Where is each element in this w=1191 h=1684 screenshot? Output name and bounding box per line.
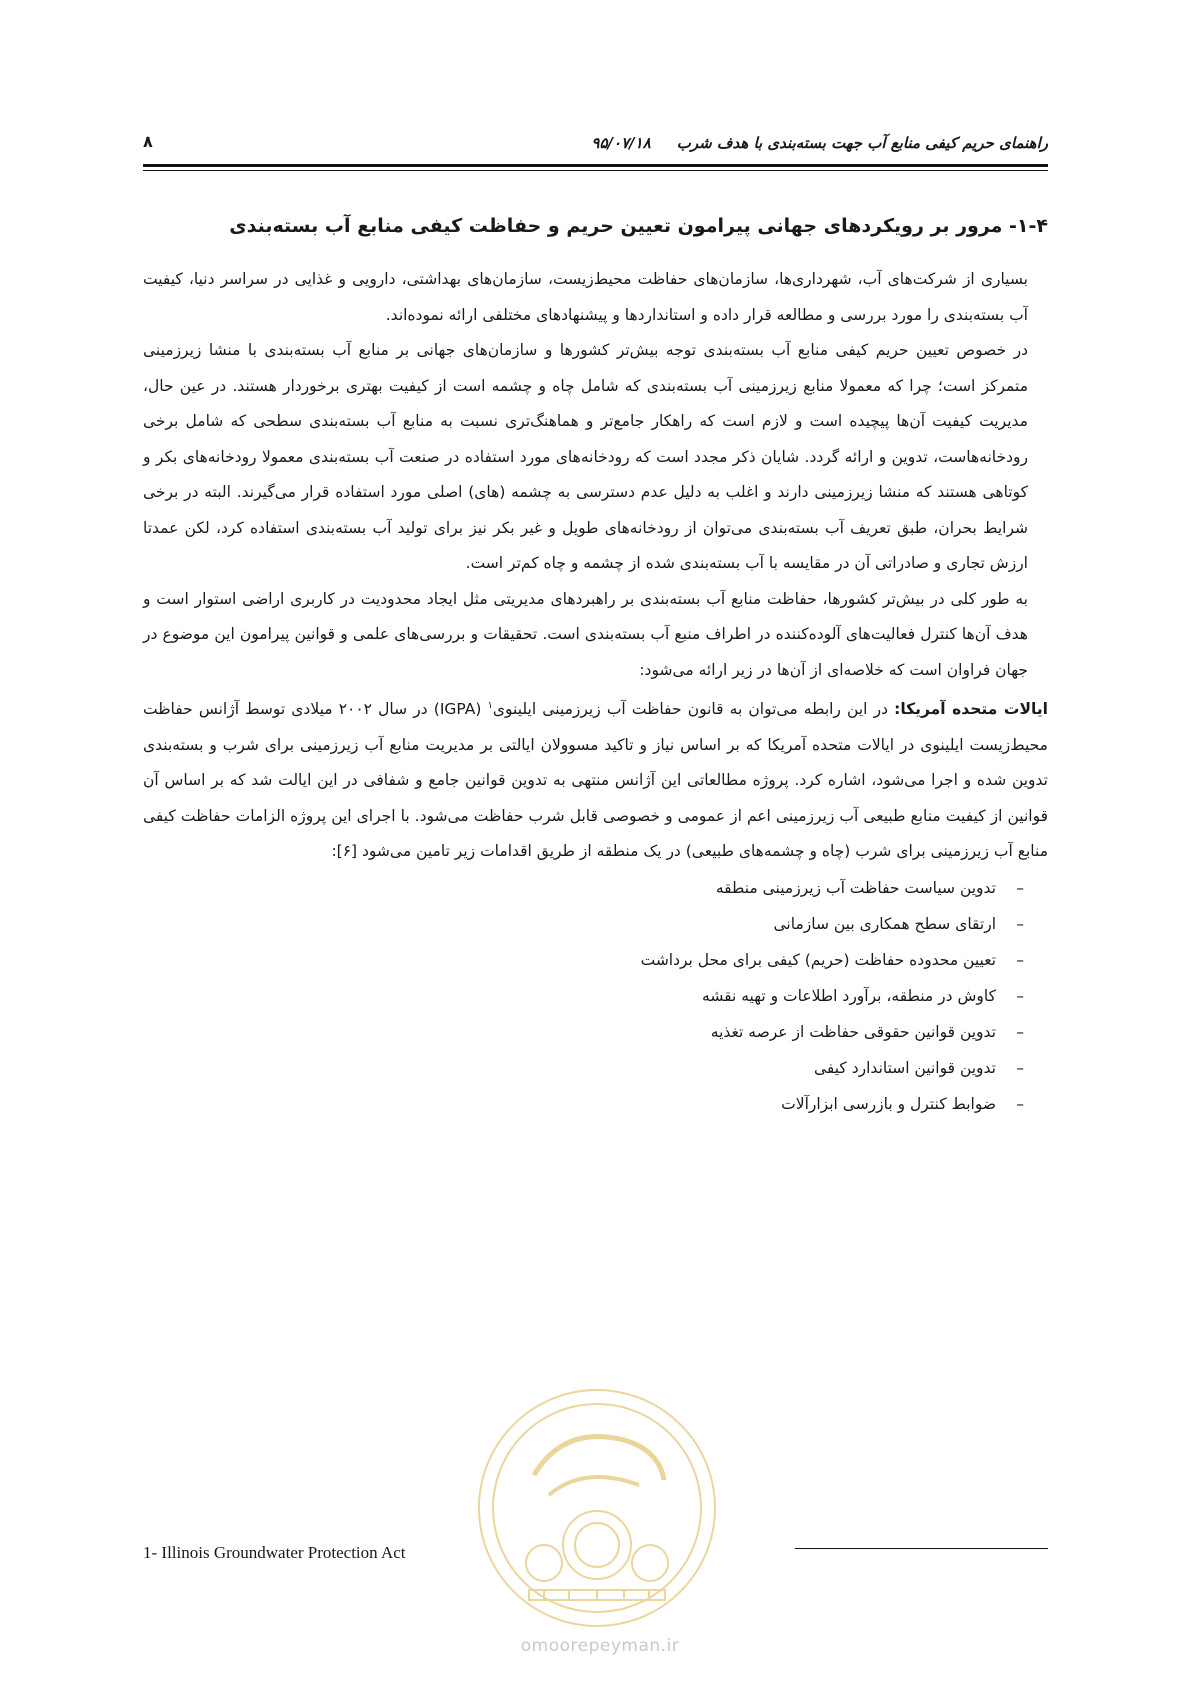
list-item-text: ارتقای سطح همکاری بین سازمانی	[773, 914, 996, 933]
list-item-text: تدوین قوانین استاندارد کیفی	[814, 1058, 996, 1077]
list-item	[143, 906, 1024, 942]
paragraph-3: به طور کلی در بیش‌تر کشورها، حفاظت منابع آب بسته‌بندی بر راهبردهای مدیریتی مثل ایجاد محدودیت در کاربری اراضی استوار است و هدف آن‌ها کنترل فعالیت‌های آلوده‌کننده در اطراف منبع آب بسته‌بندی است. تحقیقات و بررسی‌های علمی و قوانین پیرامون این موضوع در جهان فراوان است که خلاصه‌ای از آن‌ها در زیر ارائه می‌شود:	[143, 589, 1028, 679]
list-item-text: ضوابط کنترل و بازرسی ابزارآلات	[781, 1094, 996, 1113]
watermark-seal-icon	[474, 1385, 720, 1631]
list-item-text: تدوین قوانین حقوقی حفاظت از عرصه تغذیه	[710, 1022, 996, 1041]
bullet-dash: –	[1016, 1058, 1024, 1077]
paragraph-1: بسیاری از شرکت‌های آب، شهرداری‌ها، سازمان‌های حفاظت محیط‌زیست، سازمان‌های بهداشتی، دارویی و غذایی در سراسر دنیا، کیفیت آب بسته‌بندی را مورد بررسی و مطالعه قرار داده و استانداردها و پیشنهادهای مختلفی ارائه نموده‌اند.	[143, 270, 1028, 324]
bullet-dash: –	[1016, 878, 1024, 897]
watermark-site: omoorepeyman.ir	[520, 1636, 680, 1656]
list-item	[143, 1086, 1024, 1122]
running-header	[143, 128, 1048, 158]
bullet-dash: –	[1016, 950, 1024, 969]
header-title: راهنمای حریم کیفی منابع آب جهت بسته‌بندی با هدف شرب	[676, 134, 1048, 152]
paragraph-2: در خصوص تعیین حریم کیفی منابع آب بسته‌بندی توجه بیش‌تر کشورها و سازمان‌های جهانی بر منابع آب بسته‌بندی با منشا زیرزمینی متمرکز است؛ چرا که معمولا منابع زیرزمینی آب بسته‌بندی که شامل چاه و چشمه است از کیفیت بهتری برخوردار هستند. در عین حال، مدیریت کیفیت آن‌ها پیچیده است و لازم است که راهکار جامع‌تر و هماهنگ‌تری نسبت به منابع آب بسته‌بندی سطحی که شامل برخی رودخانه‌هاست، تدوین و ارائه گردد. شایان ذکر مجدد است که رودخانه‌های مورد استفاده در صنعت آب بسته‌بندی معمولا رودخانه‌های بکر و کوتاهی هستند که منشا زیرزمینی دارند و اغلب به دلیل عدم دسترسی به چشمه (های) اصلی مورد استفاده قرار می‌گیرند. البته در برخی شرایط بحران، طبق تعریف آب بسته‌بندی می‌توان از رودخانه‌های طویل و غیر بکر نیز برای تولید آب بسته‌بندی استفاده کرد، لکن عمدتا ارزش تجاری و صادراتی آن در مقایسه با آب بسته‌بندی شده از چشمه و چاه کم‌تر است.	[143, 341, 1028, 572]
usa-lead: ایالات متحده آمریکا:	[894, 700, 1048, 719]
list-item	[143, 942, 1024, 978]
list-item-text: تعیین محدوده حفاظت (حریم) کیفی برای محل برداشت	[640, 950, 996, 969]
footnote-rule	[795, 1548, 1048, 1549]
page-number: ۸	[143, 132, 153, 151]
page-body	[143, 210, 1048, 1122]
measures-list	[143, 870, 1048, 1122]
section-heading: ۱-۴- مرور بر رویکردهای جهانی پیرامون تعیین حریم و حفاظت کیفی منابع آب بسته‌بندی	[229, 215, 1048, 237]
header-rule-thin	[143, 170, 1048, 171]
list-item-text: کاوش در منطقه، برآورد اطلاعات و تهیه نقشه	[702, 986, 996, 1005]
list-item	[143, 1050, 1024, 1086]
list-item	[143, 1014, 1024, 1050]
bullet-dash: –	[1016, 914, 1024, 933]
usa-text-a: در این رابطه می‌توان به قانون حفاظت آب زیرزمینی ایلینوی	[492, 700, 895, 719]
header-date: ۹۵/۰۷/۱۸	[591, 134, 651, 152]
bullet-dash: –	[1016, 986, 1024, 1005]
list-item	[143, 870, 1024, 906]
footnote: 1- Illinois Groundwater Protection Act	[143, 1543, 406, 1562]
header-rule-thick	[143, 164, 1048, 167]
list-item-text: تدوین سیاست حفاظت آب زیرزمینی منطقه	[715, 878, 996, 897]
paragraph-usa	[143, 688, 1048, 870]
usa-text-b: (IGPA) در سال ۲۰۰۲ میلادی توسط آژانس حفاظت محیط‌زیست ایلینوی در ایالات متحده آمریکا که بر اساس نیاز و تاکید مسوولان ایالتی بر مدیریت منابع آب زیرزمینی برای شرب و بسته‌بندی تدوین شده و اجرا می‌شود، اشاره کرد. پروژه مطالعاتی این آژانس منتهی به تدوین قوانین جامع و شفافی در این ایالت شد که بر اساس آن قوانین از کیفیت منابع طبیعی آب زیرزمینی اعم از عمومی و خصوصی قابل شرب حفاظت می‌شود. با اجرای این پروژه الزامات حفاظت کیفی منابع آب زیرزمینی برای شرب (چاه و چشمه‌های طبیعی) در یک منطقه از طریق اقدامات زیر تامین می‌شود [۶]:	[143, 700, 1048, 861]
footnote-ref: ۱	[487, 700, 493, 711]
list-item	[143, 978, 1024, 1014]
bullet-dash: –	[1016, 1094, 1024, 1113]
bullet-dash: –	[1016, 1022, 1024, 1041]
